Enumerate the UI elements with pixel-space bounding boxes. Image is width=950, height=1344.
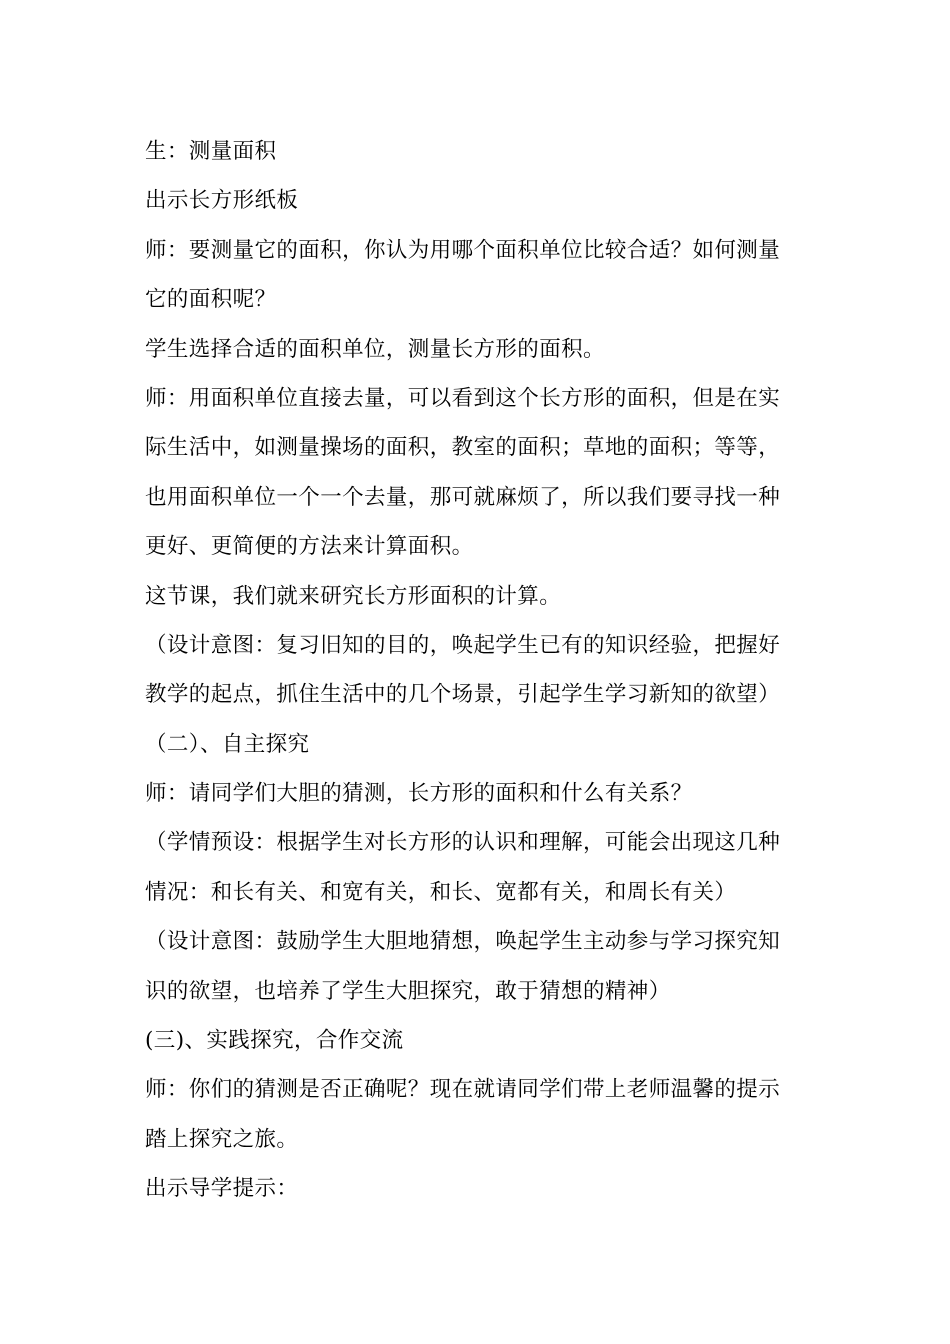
text-line: 学生选择合适的面积单位，测量长方形的面积。 xyxy=(145,336,605,362)
text-line: 师：要测量它的面积，你认为用哪个面积单位比较合适？如何测量 xyxy=(145,237,781,263)
text-line: （设计意图：复习旧知的目的，唤起学生已有的知识经验，把握好 xyxy=(145,632,781,658)
text-line: 师：请同学们大胆的猜测，长方形的面积和什么有关系？ xyxy=(145,781,693,807)
text-line: 这节课，我们就来研究长方形面积的计算。 xyxy=(145,583,562,609)
text-line: 出示导学提示： xyxy=(145,1176,299,1202)
text-line: 生：测量面积 xyxy=(145,139,277,164)
text-line: 踏上探究之旅。 xyxy=(145,1126,299,1152)
text-line: 师：你们的猜测是否正确呢？现在就请同学们带上老师温馨的提示 xyxy=(145,1077,781,1103)
text-line: （学情预设：根据学生对长方形的认识和理解，可能会出现这几种 xyxy=(145,830,781,856)
text-line: 识的欲望，也培养了学生大胆探究，敢于猜想的精神） xyxy=(145,978,671,1004)
section-heading: （二）、自主探究 xyxy=(145,731,310,757)
section-heading: (三)、实践探究，合作交流 xyxy=(145,1028,404,1054)
text-line: 更好、更简便的方法来计算面积。 xyxy=(145,534,474,560)
text-line: 际生活中，如测量操场的面积，教室的面积；草地的面积；等等， xyxy=(145,435,781,461)
text-line: 教学的起点，抓住生活中的几个场景，引起学生学习新知的欲望） xyxy=(145,682,781,708)
text-line: 师：用面积单位直接去量，可以看到这个长方形的面积，但是在实 xyxy=(145,385,781,411)
text-line: 出示长方形纸板 xyxy=(145,188,299,214)
text-line: 情况：和长有关、和宽有关，和长、宽都有关，和周长有关） xyxy=(145,879,737,905)
text-line: （设计意图：鼓励学生大胆地猜想，唤起学生主动参与学习探究知 xyxy=(145,929,781,955)
text-line: 也用面积单位一个一个去量，那可就麻烦了，所以我们要寻找一种 xyxy=(145,484,781,510)
text-line: 它的面积呢？ xyxy=(145,287,277,313)
document-body xyxy=(145,130,815,1217)
